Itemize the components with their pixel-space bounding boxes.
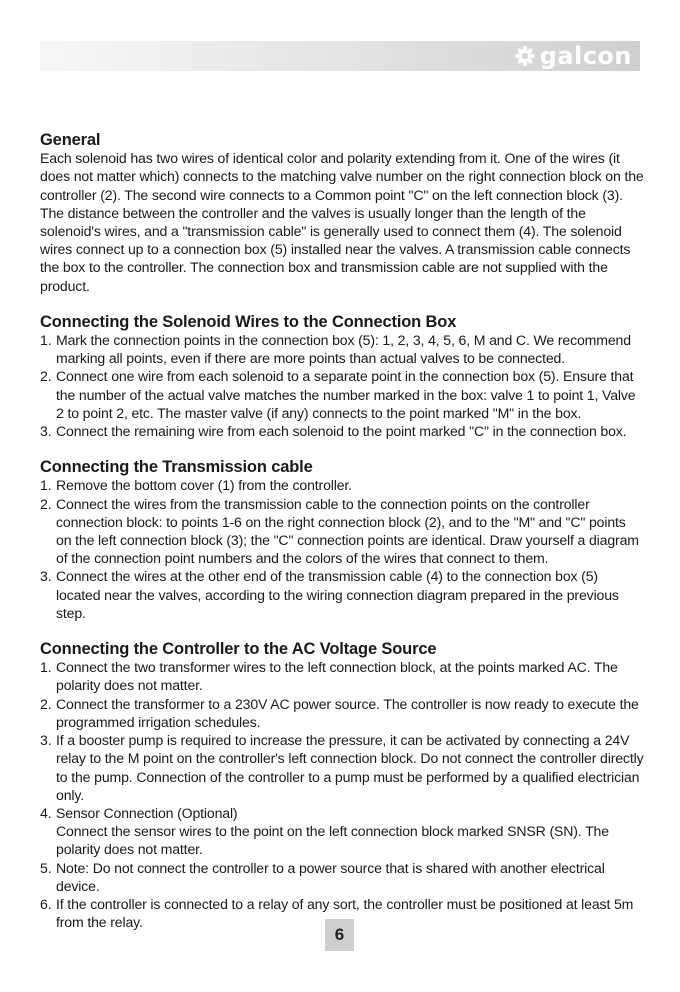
galcon-flower-icon bbox=[514, 45, 536, 67]
page-number: 6 bbox=[325, 919, 354, 951]
galcon-logo bbox=[514, 42, 632, 70]
list-item bbox=[40, 476, 644, 494]
item-number: 4. bbox=[40, 804, 52, 821]
item-text: If the controller is connected to a relay of any sort, the controller must be positioned at least 5m from the relay. bbox=[56, 895, 634, 931]
item-number: 3. bbox=[40, 423, 52, 440]
section-ac-voltage bbox=[40, 640, 644, 931]
section-transmission-cable bbox=[40, 458, 644, 622]
item-text: Sensor Connection (Optional) bbox=[56, 804, 238, 821]
item-text: Mark the connection points in the connection box (5): 1, 2, 3, 4, 5, 6, M and C. We recommend marking all points, even if there are more points than actual valves to be connected. bbox=[56, 332, 631, 367]
item-text: If a booster pump is required to increase the pressure, it can be activated by connecting a 24V relay to the M point on the controller's left connection block. Do not connect the controller directly to the pump. Connection of the controller to a pump must be performed by a qualified electrician only. bbox=[56, 732, 644, 803]
list-item bbox=[40, 495, 644, 568]
item-text: Note: Do not connect the controller to a power source that is shared with another electrical device. bbox=[56, 859, 605, 894]
section-paragraph: Each solenoid has two wires of identical color and polarity extending from it. One of the wires (it does not matter which) connects to the matching valve number on the right connection block on the controller (2). The second wire connects to a Common point "C" on the left connection block (3). The distance between the controller and the valves is usually longer than the length of the solenoid's wires, and a "transmission cable" is generally used to connect them (4). The solenoid wires connect up to a connection box (5) installed near the valves. A transmission cable connects the box to the controller. The connection box and transmission cable are not supplied with the product. bbox=[40, 150, 644, 294]
item-number: 5. bbox=[40, 859, 52, 876]
section-heading: Connecting the Controller to the AC Voltage Source bbox=[40, 640, 437, 659]
list-item bbox=[40, 658, 644, 694]
item-text: Remove the bottom cover (1) from the controller. bbox=[56, 477, 352, 494]
item-number: 1. bbox=[40, 659, 52, 676]
list-item bbox=[40, 804, 644, 822]
item-number: 3. bbox=[40, 568, 52, 585]
item-text: Connect the wires from the transmission cable to the connection points on the controller connection block: to points 1-6 on the right connection block (2), and to the "M" and "C" points on the left connection block (3); the "C" connection points are identical. Draw yourself a diagram of the connection point numbers and the colors of the wires that connect to them. bbox=[56, 495, 639, 567]
steps-list bbox=[40, 658, 644, 931]
list-item bbox=[40, 422, 644, 440]
section-heading: Connecting the Solenoid Wires to the Connection Box bbox=[40, 312, 457, 331]
header-bar bbox=[40, 41, 640, 71]
section-heading: Connecting the Transmission cable bbox=[40, 458, 313, 477]
list-item bbox=[40, 695, 644, 731]
list-item bbox=[40, 859, 644, 895]
item-number: 2. bbox=[40, 495, 52, 512]
item-number: 1. bbox=[40, 477, 52, 494]
item-text: Connect the two transformer wires to the left connection block, at the points marked AC. The polarity does not matter. bbox=[56, 659, 618, 694]
item-number: 2. bbox=[40, 695, 52, 712]
list-item bbox=[40, 731, 644, 804]
steps-list bbox=[40, 476, 644, 622]
item-text: Connect one wire from each solenoid to a separate point in the connection box (5). Ensure that the number of the actual valve matches the number marked in the box: valve 1 to point 1, Valve 2 to point 2, etc. The master valve (if any) connects to the point marked "M" in the box. bbox=[56, 368, 636, 421]
document-body bbox=[40, 131, 644, 949]
item-number: 1. bbox=[40, 332, 52, 349]
section-solenoid-wires bbox=[40, 313, 644, 440]
item-subtext: Connect the sensor wires to the point on the left connection block marked SNSR (SN). The polarity does not matter. bbox=[56, 823, 609, 858]
section-general bbox=[40, 131, 644, 295]
list-item bbox=[40, 331, 644, 367]
list-item bbox=[40, 367, 644, 422]
item-number: 3. bbox=[40, 732, 52, 749]
item-text: Connect the transformer to a 230V AC power source. The controller is now ready to execute the programmed irrigation schedules. bbox=[56, 695, 639, 730]
item-text: Connect the remaining wire from each solenoid to the point marked "C" in the connection box. bbox=[56, 423, 627, 440]
list-item-continuation bbox=[40, 822, 644, 858]
list-item bbox=[40, 567, 644, 622]
logo-text: galcon bbox=[539, 42, 632, 70]
item-number: 2. bbox=[40, 368, 52, 385]
item-text: Connect the wires at the other end of the transmission cable (4) to the connection box (5) located near the valves, according to the wiring connection diagram prepared in the previous step. bbox=[56, 568, 619, 621]
steps-list bbox=[40, 331, 644, 440]
item-number: 6. bbox=[40, 895, 52, 912]
section-heading: General bbox=[40, 131, 101, 149]
